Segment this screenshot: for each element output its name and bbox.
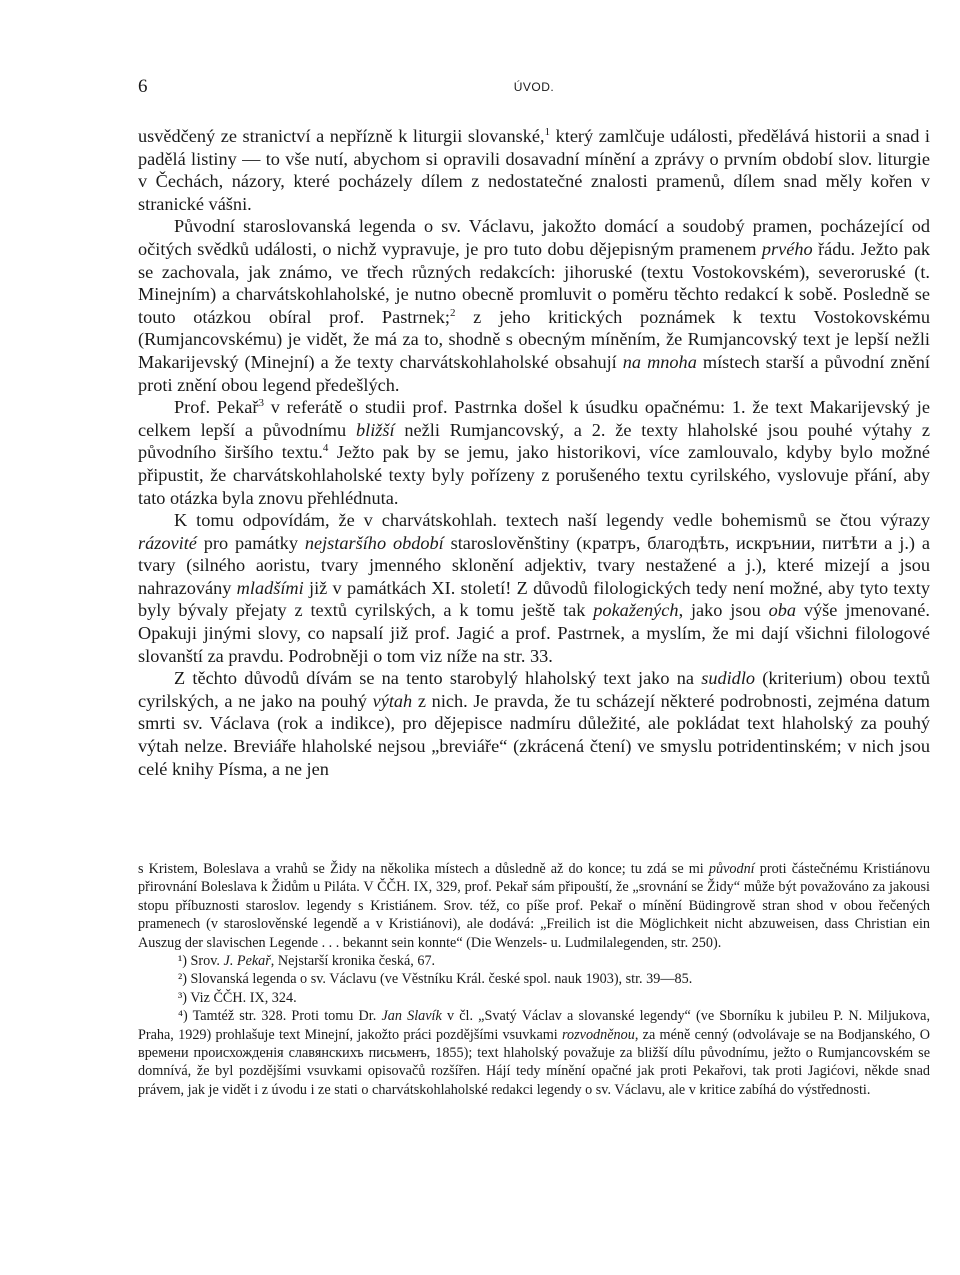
paragraph [138, 215, 930, 396]
page-number: 6 [138, 76, 148, 97]
footnote-1 [138, 952, 930, 970]
text-run: výše jmenované. Opakuji jinými slovy, co napsalí již prof. Jagić a prof. Pastrnek, a myslím, že mi dají všichni filologové slovanští za pravdu. Podrobněji o tom viz níže na str. 33. [138, 600, 930, 666]
italic-run: oba [768, 600, 797, 621]
text-run: Srov. [186, 953, 224, 970]
italic-run: výtah [372, 690, 413, 711]
text-run: , Nejstarší kronika česká, 67. [270, 953, 436, 970]
footnote-ref: 2 [449, 306, 456, 319]
text-run: v referátě o studii prof. Pastrnka došel k úsudku opačnému: 1. že text Makarijevský je celkem lepší a původnímu [138, 397, 930, 440]
italic-run: mladšími [236, 577, 304, 598]
text-run: Viz ČČH. IX, 324. [186, 989, 297, 1006]
main-text [138, 125, 930, 780]
italic-run: rázovité [138, 532, 197, 553]
italic-run: pokažených [593, 600, 679, 621]
footnote-number: ²) [178, 971, 187, 988]
footnotes [138, 860, 930, 1099]
text-run: pro památky [196, 532, 305, 553]
text-run: K tomu odpovídám, že v charvátskohlah. textech naší legendy vedle bohemismů se čtou výrazy [174, 510, 930, 531]
paragraph [138, 396, 930, 509]
text-run: Ježto pak by se jemu, jako historikovi, více zamlouvalo, kdyby bylo možné připustit, že charvátskohlaholské texty byly pořízeny z porušeného textu cyrilského, vyslovuje přání, aby tato otázka byla znovu přehlédnuta. [138, 442, 931, 508]
italic-run: sudidlo [701, 668, 756, 689]
footnote-continuation [138, 860, 930, 952]
running-title: ÚVOD. [513, 80, 555, 94]
text-run: Slovanská legenda o sv. Václavu (ve Věstníku Král. české spol. nauk 1903), str. 39—85. [186, 971, 693, 988]
text-run: , za méně cenný (odvolávaje se na Bodjanského, О времени происхожденія славянскихъ письменъ, 1855); text hlaholský považuje za bližší dílu původnímu, ježto o Rumjancovském se domnívá, že byl pozdějšími vsuvkami opisovačů rozšířen. Hájí tedy mínění opačné jak proti Pekařovi, tak proti Jagićovi, někde snad právem, jak je vidět i z úvodu i ze stati o charvátskohlaholské redakci legendy o sv. Václavu, ale v kritice zabíhá do výstřednosti. [138, 1026, 930, 1098]
text-run: Prof. Pekař [174, 397, 259, 418]
text-run: (kriterium) obou textů cyrilských, a ne jako na pouhý [138, 668, 930, 711]
footnote-ref: 4 [322, 442, 329, 455]
text-run: staroslověnštiny (ᴋратръ, благодѣть, искрънии, питѣти a j.) a tvary (silného aoristu, tvary jmenného sklonění adjektiv, tvary nestažené a j.), které mizejí a jsou nahrazovány [138, 532, 930, 598]
footnote-number: ⁴) [178, 1008, 188, 1025]
text-run: proti částečnému Kristiánovu přirovnání Boleslava k Židům u Piláta. V ČČH. IX, 329, prof. Pekař sám připouští, že „srovnání se Židy“ může být považováno za jakousi stopu příbuznosti staroslov. legendy s Kristiánem. Srov. též, co píše prof. Pekař o mínění Büdingrově stran shod v obou řečených pramenech (v staroslověnské legendě a v Kristiánovi), ale dodává: „Freilich ist die Möglichkeit nicht abzuweisen, dass Christian ein Auszug der slavischen Legende . . . bekannt sein konnte“ (Die Wenzels- u. Ludmilalegenden, str. 250). [138, 861, 930, 951]
text-run: řádu. Ježto pak se zachovala, jak známo, ve třech různých redakcích: jihoruské (textu Vostokovském), severoruské (t. Minejním) a charvátskohlaholské, je nutno obecně promluvit o poměru těchto redakcí k sobě. Posledně se touto otázkou obíral prof. Pastrnek; [138, 238, 930, 327]
italic-run: na mnoha [622, 351, 697, 372]
paragraph [138, 125, 930, 215]
page-header [138, 76, 930, 100]
italic-run: bližší [355, 419, 395, 440]
paragraph [138, 667, 930, 780]
footnote-ref: 1 [544, 125, 551, 138]
text-run: , jako jsou [678, 600, 769, 621]
text-run: Tamtéž str. 328. Proti tomu Dr. [187, 1008, 382, 1025]
text-run: již v památkách XI. století! Z důvodů filologických tedy není možné, aby tyto texty byly bývaly přejaty z textů cyrilských, a k tomu ještě tak [138, 577, 930, 621]
footnote-ref: 3 [258, 397, 264, 410]
paragraph [138, 509, 930, 667]
text-run: nežli Rumjancovský, a 2. že texty hlaholské jsou pouhé výtahy z původního širšího textu. [138, 419, 930, 463]
footnote-number: ¹) [178, 953, 187, 970]
text-run: z nich. Je pravda, že tu scházejí některé podrobnosti, zejména datum smrti sv. Václava (rok a indikce), pro dějepisce nadmíru důležité, ale pokládat text hlaholský za pouhý výtah nelze. Breviáře hlaholské nejsou „breviáře“ (zkrácená čtení) ve smyslu potridentinském; v nich jsou celé knihy Písma, a ne jen [138, 690, 930, 779]
text-run: místech starší a původní znění proti znění obou legend předešlých. [138, 351, 930, 395]
footnote-3 [138, 989, 930, 1007]
text-run: z jeho kritických poznámek k textu Vostokovskému (Rumjancovskému) je vidět, že má za to, shodně s obecným míněním, že Rumjancovský text je lepší nežli Makarijevský (Minejní) a že texty charvátskohlaholské obsahují [138, 306, 931, 372]
italic-run: Jan Slavík [381, 1008, 442, 1025]
text-run: usvědčený ze stranictví a nepřízně k liturgii slovanské, [138, 126, 545, 146]
text-run: s Kristem, Boleslava a vrahů se Židy na několika místech a důsledně až do konce; tu zdá se mi [138, 861, 709, 877]
italic-run: nejstaršího období [304, 532, 444, 553]
italic-run: prvého [761, 238, 813, 259]
footnote-2 [138, 970, 930, 988]
text-run: v čl. „Svatý Václav a slovanské legendy“ (ve Sborníku k jubileu P. N. Miljukova, Praha, 1929) prohlašuje text Minejní, jakožto práci pozdějšími vsuvkami [138, 1008, 930, 1043]
italic-run: rozvodněnou [562, 1026, 635, 1043]
text-run: Původní staroslovanská legenda o sv. Václavu, jakožto domácí a soudobý pramen, pocházející od očitých svědků události, o nichž vypravuje, je pro tuto dobu dějepisným pramenem [138, 216, 930, 259]
footnote-4 [138, 1007, 930, 1099]
text-run: který zamlčuje události, předělává historii a snad i padělá listiny — to vše nutí, abychom si opravili dosavadní mínění a zprávy o prvním období slov. liturgie v Čechách, názory, které pocházely dílem z nedostatečné znalosti pramenů, dílem snad měly kořen v stranické vášni. [138, 126, 930, 214]
italic-run: původní [708, 861, 755, 877]
italic-run: J. Pekař [223, 953, 271, 970]
text-run: Z těchto důvodů dívám se na tento starobylý hlaholský text jako na [174, 668, 702, 689]
footnote-number: ³) [178, 989, 187, 1006]
